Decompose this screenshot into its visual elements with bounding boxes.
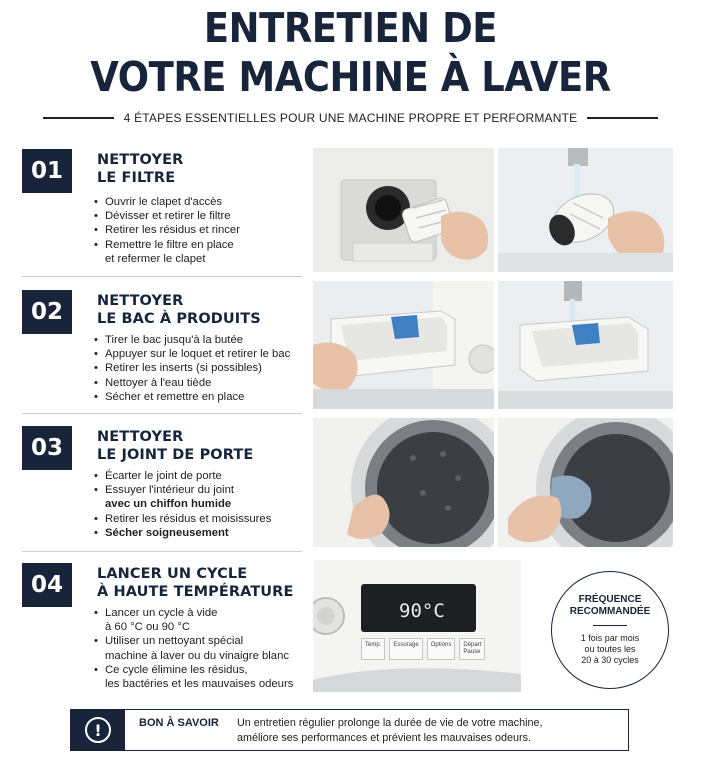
step-bullets	[92, 469, 271, 540]
step-title: LANCER UN CYCLE À HAUTE TEMPÉRATURE	[97, 566, 294, 600]
step-04	[22, 563, 302, 693]
info-icon-box	[71, 710, 125, 750]
filter-removal-photo	[313, 148, 494, 272]
good-to-know-label: BON À SAVOIR	[139, 717, 219, 729]
drawer-rinse-photo	[498, 281, 673, 409]
step-01	[22, 149, 302, 275]
panel-buttons	[361, 638, 485, 660]
frequency-heading-1: FRÉQUENCE	[578, 594, 642, 605]
divider-right	[587, 117, 658, 119]
step-title: NETTOYER LE BAC À PRODUITS	[97, 293, 261, 327]
list-item: • Sécher soigneusement	[92, 526, 271, 540]
machine-control-panel	[313, 560, 521, 692]
list-item: • Lancer un cycle à vide à 60 °C ou 90 °C	[92, 606, 293, 634]
step-title: NETTOYER LE JOINT DE PORTE	[97, 429, 254, 463]
temp-button[interactable]: Temp.	[361, 638, 385, 660]
exclamation-circle-icon: !	[85, 717, 111, 743]
list-item: • Appuyer sur le loquet et retirer le bac	[92, 347, 290, 361]
step-bullets	[92, 333, 290, 404]
step-divider	[22, 276, 302, 277]
frequency-line-1: 1 fois par mois	[580, 633, 640, 643]
good-to-know-box	[70, 709, 629, 751]
frequency-line-2: ou toutes les	[584, 644, 636, 654]
list-item: • Retirer les résidus et moisissures	[92, 512, 271, 526]
title-line-1: ENTRETIEN DE	[203, 4, 498, 52]
list-item: • Ouvrir le clapet d'accès	[92, 195, 240, 209]
list-item: • Remettre le filtre en place et refermer le clapet	[92, 238, 240, 266]
step-divider	[22, 551, 302, 552]
frequency-badge	[551, 571, 669, 689]
step-03	[22, 426, 302, 550]
list-item: • Dévisser et retirer le filtre	[92, 209, 240, 223]
list-item: • Retirer les inserts (si possibles)	[92, 361, 290, 375]
spin-button[interactable]: Essorage	[389, 638, 422, 660]
list-item: • Nettoyer à l'eau tiède	[92, 376, 290, 390]
frequency-divider	[593, 625, 627, 626]
door-seal-wipe-photo	[498, 418, 673, 547]
frequency-heading-2: RECOMMANDÉE	[569, 606, 651, 617]
step-number-badge: 03	[22, 426, 72, 470]
step-bullets	[92, 195, 240, 266]
good-to-know-text: Un entretien régulier prolonge la durée de vie de votre machine, améliore ses performances et prévient les mauvaises odeurs.	[237, 717, 543, 744]
start-pause-button[interactable]: Départ Pause	[459, 638, 485, 660]
subtitle-row	[43, 108, 658, 128]
step-title: NETTOYER LE FILTRE	[97, 152, 184, 186]
divider-left	[43, 117, 114, 119]
filter-rinse-photo	[498, 148, 673, 272]
step-02	[22, 290, 302, 412]
list-item: • Écarter le joint de porte	[92, 469, 271, 483]
page-title	[35, 4, 666, 102]
title-line-2: VOTRE MACHINE À LAVER	[90, 53, 611, 101]
list-item: • Sécher et remettre en place	[92, 390, 290, 404]
step-number-badge: 01	[22, 149, 72, 193]
subtitle: 4 ÉTAPES ESSENTIELLES POUR UNE MACHINE PROPRE ET PERFORMANTE	[123, 111, 578, 125]
step-number-badge: 02	[22, 290, 72, 334]
list-item: • Ce cycle élimine les résidus, les bactéries et les mauvaises odeurs	[92, 663, 293, 691]
door-seal-open-photo	[313, 418, 494, 547]
list-item: • Utiliser un nettoyant spécial machine à laver ou du vinaigre blanc	[92, 634, 293, 662]
list-item: • Essuyer l'intérieur du joint avec un chiffon humide	[92, 483, 271, 511]
list-item: • Retirer les résidus et rincer	[92, 223, 240, 237]
options-button[interactable]: Options	[427, 638, 456, 660]
temperature-display: 90°C	[399, 600, 445, 622]
step-number-badge: 04	[22, 563, 72, 607]
step-bullets	[92, 606, 293, 691]
list-item: • Tirer le bac jusqu'à la butée	[92, 333, 290, 347]
step-divider	[22, 413, 302, 414]
drawer-open-photo	[313, 281, 494, 409]
frequency-line-3: 20 à 30 cycles	[581, 655, 639, 665]
